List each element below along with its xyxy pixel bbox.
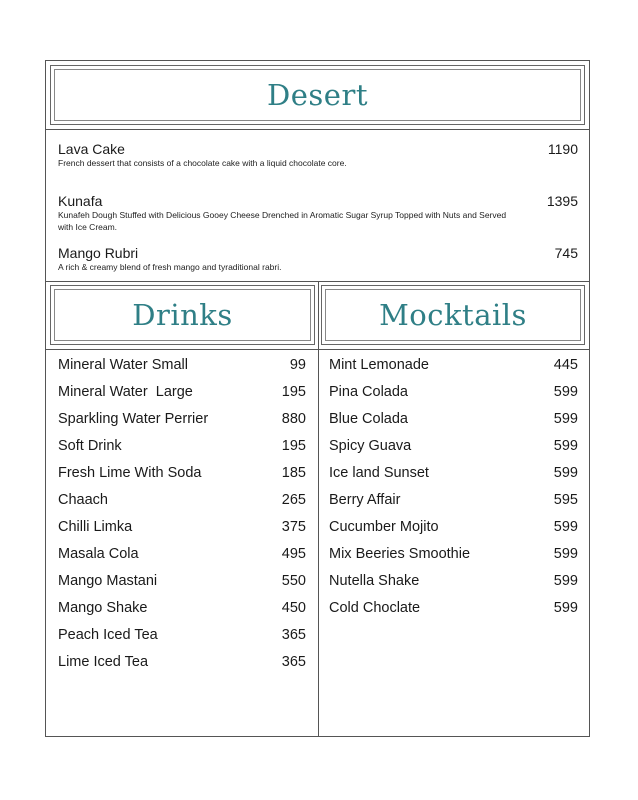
item-price: 880 <box>281 411 306 427</box>
item-price: 599 <box>553 465 578 481</box>
list-item <box>329 357 578 384</box>
item-price: 599 <box>553 519 578 535</box>
item-name: Peach Iced Tea <box>58 627 158 643</box>
item-price: 599 <box>553 600 578 616</box>
desert-item <box>58 141 578 169</box>
item-price: 599 <box>553 411 578 427</box>
item-name: Blue Colada <box>329 411 408 427</box>
item-name: Mineral Water Large <box>58 384 193 400</box>
item-price: 599 <box>553 546 578 562</box>
item-name: Mango Rubri <box>58 245 139 261</box>
menu-page <box>45 60 590 737</box>
item-price: 265 <box>281 492 306 508</box>
item-name: Sparkling Water Perrier <box>58 411 209 427</box>
list-item <box>58 411 306 438</box>
item-price: 375 <box>281 519 306 535</box>
list-item <box>58 357 306 384</box>
item-name: Lava Cake <box>58 141 125 157</box>
item-name: Kunafa <box>58 193 103 209</box>
item-name: Mint Lemonade <box>329 357 429 373</box>
desert-header <box>50 65 585 125</box>
list-item <box>58 627 306 654</box>
item-name: Chaach <box>58 492 108 508</box>
item-price: 185 <box>281 465 306 481</box>
item-name: Ice land Sunset <box>329 465 429 481</box>
list-item <box>58 573 306 600</box>
list-item <box>329 411 578 438</box>
list-item <box>58 384 306 411</box>
item-price: 195 <box>281 384 306 400</box>
desert-item <box>58 245 578 273</box>
list-item <box>329 546 578 573</box>
mocktails-header <box>321 285 585 345</box>
item-description: French dessert that consists of a chocolate cake with a liquid chocolate core. <box>58 158 347 168</box>
item-description: A rich & creamy blend of fresh mango and tyraditional rabri. <box>58 262 282 272</box>
item-price: 1395 <box>546 193 578 209</box>
item-price: 365 <box>281 627 306 643</box>
drinks-title: Drinks <box>132 298 233 332</box>
item-price: 550 <box>281 573 306 589</box>
item-name: Masala Cola <box>58 546 139 562</box>
list-item <box>58 465 306 492</box>
divider <box>46 129 589 130</box>
list-item <box>58 600 306 627</box>
item-name: Mango Shake <box>58 600 148 616</box>
item-price: 365 <box>281 654 306 670</box>
list-item <box>329 573 578 600</box>
list-item <box>58 654 306 681</box>
list-item <box>329 492 578 519</box>
item-name: Berry Affair <box>329 492 401 508</box>
item-name: Cucumber Mojito <box>329 519 439 535</box>
item-name: Pina Colada <box>329 384 408 400</box>
item-price: 599 <box>553 573 578 589</box>
item-price: 99 <box>289 357 306 373</box>
desert-item <box>58 193 578 233</box>
item-name: Mix Beeries Smoothie <box>329 546 471 562</box>
item-price: 495 <box>281 546 306 562</box>
item-price: 745 <box>554 245 578 261</box>
list-item <box>329 600 578 627</box>
item-price: 450 <box>281 600 306 616</box>
item-price: 1190 <box>547 141 578 157</box>
item-price: 445 <box>553 357 578 373</box>
item-description: Kunafeh Dough Stuffed with Delicious Gooey Cheese Drenched in Aromatic Sugar Syrup Topped with Nuts and Served with Ice Cream. <box>58 210 507 232</box>
list-item <box>329 465 578 492</box>
column-divider <box>318 281 319 736</box>
item-name: Fresh Lime With Soda <box>58 465 202 481</box>
drinks-list <box>58 357 306 681</box>
list-item <box>58 546 306 573</box>
item-name: Cold Choclate <box>329 600 421 616</box>
item-name: Mineral Water Small <box>58 357 188 373</box>
item-name: Mango Mastani <box>58 573 158 589</box>
mocktails-list <box>329 357 578 627</box>
list-item <box>329 438 578 465</box>
drinks-header <box>50 285 315 345</box>
item-price: 595 <box>553 492 578 508</box>
item-name: Spicy Guava <box>329 438 412 454</box>
item-price: 195 <box>281 438 306 454</box>
item-name: Soft Drink <box>58 438 122 454</box>
item-price: 599 <box>553 384 578 400</box>
item-name: Nutella Shake <box>329 573 420 589</box>
item-name: Chilli Limka <box>58 519 133 535</box>
list-item <box>58 492 306 519</box>
mocktails-title: Mocktails <box>379 298 527 332</box>
item-name: Lime Iced Tea <box>58 654 149 670</box>
list-item <box>58 519 306 546</box>
item-price: 599 <box>553 438 578 454</box>
list-item <box>58 438 306 465</box>
desert-title: Desert <box>267 78 368 112</box>
list-item <box>329 384 578 411</box>
list-item <box>329 519 578 546</box>
